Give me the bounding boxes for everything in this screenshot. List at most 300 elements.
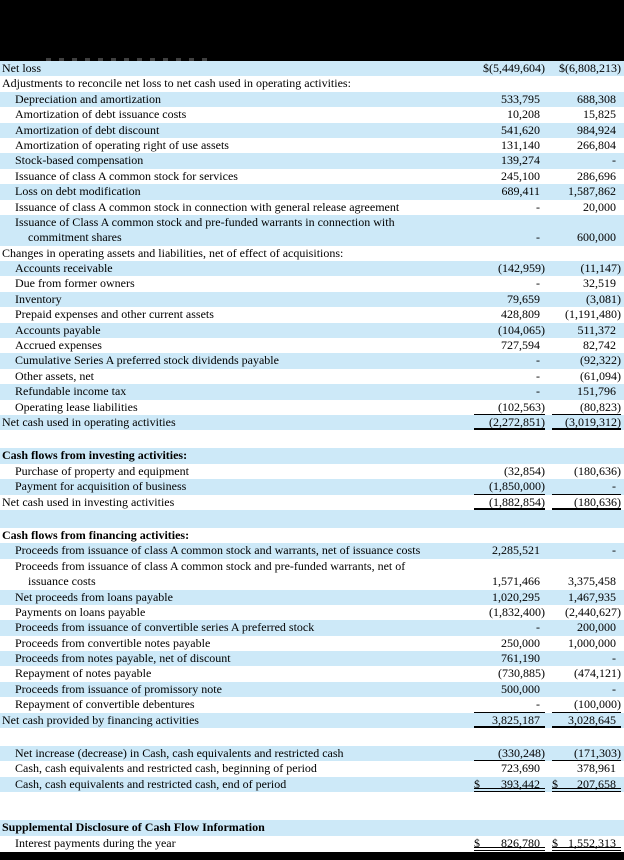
table-row	[0, 777, 624, 792]
table-row	[0, 746, 624, 761]
row-label-line1: Supplemental Disclosure of Cash Flow Information	[2, 820, 265, 835]
table-row	[0, 528, 624, 543]
value-col-1	[474, 605, 545, 620]
row-values	[474, 61, 621, 76]
table-row	[0, 123, 624, 138]
row-values	[474, 415, 621, 430]
row-values	[474, 123, 621, 138]
row-values	[474, 479, 621, 494]
row-label	[2, 836, 474, 851]
row-label	[2, 92, 474, 107]
amount-prior-year: (3,081)	[586, 291, 621, 306]
value-col-2	[552, 713, 621, 728]
value-col-1	[474, 276, 545, 291]
value-col-1	[474, 92, 545, 107]
table-row	[0, 713, 624, 728]
value-col-2	[552, 353, 621, 368]
row-label-line1: Prepaid expenses and other current assets	[15, 307, 214, 322]
value-col-1	[474, 76, 545, 91]
amount-current-year: 689,411	[501, 184, 540, 199]
amount-current-year: 139,274	[501, 153, 540, 168]
value-col-2	[552, 246, 621, 261]
table-row	[0, 636, 624, 651]
table-row	[0, 651, 624, 666]
row-label-line1: Cumulative Series A preferred stock dividends payable	[15, 353, 279, 368]
amount-current-year: -	[536, 353, 540, 368]
table-row	[0, 369, 624, 384]
row-label-line1: Payments on loans payable	[15, 604, 146, 619]
value-col-1	[474, 636, 545, 651]
amount-prior-year: (474,121)	[574, 666, 621, 681]
row-values	[474, 620, 621, 635]
row-label	[2, 61, 474, 76]
value-col-1	[474, 400, 545, 415]
row-label	[2, 682, 474, 697]
amount-prior-year: (11,147)	[580, 261, 621, 276]
table-row	[0, 415, 624, 430]
row-label	[2, 820, 474, 835]
row-label-line1: Proceeds from notes payable, net of discount	[15, 651, 231, 666]
row-label	[2, 184, 474, 199]
row-values	[474, 836, 621, 851]
row-label-line1: Changes in operating assets and liabilities, net of effect of acquisitions:	[2, 245, 344, 260]
row-label-line1: Stock-based compensation	[15, 153, 144, 168]
value-col-2	[552, 276, 621, 291]
value-col-1	[474, 353, 545, 368]
amount-prior-year: -	[612, 651, 616, 666]
value-col-1	[474, 682, 545, 697]
row-label-line1: Amortization of operating right of use assets	[15, 137, 229, 152]
currency-symbol: $	[474, 776, 480, 791]
amount-prior-year: 688,308	[577, 91, 616, 106]
amount-prior-year: (180,636)	[574, 463, 621, 478]
value-col-2	[552, 495, 621, 510]
amount-current-year: 79,659	[507, 291, 540, 306]
currency-symbol: $	[552, 835, 558, 850]
cropped-text-fragments	[46, 58, 214, 61]
row-values	[474, 276, 621, 291]
amount-current-year: (1,882,854)	[489, 494, 545, 509]
value-col-1	[474, 836, 545, 851]
value-col-2	[552, 400, 621, 415]
table-row	[0, 261, 624, 276]
row-label-line1: Repayment of notes payable	[15, 666, 152, 681]
row-label-line1: Purchase of property and equipment	[15, 463, 189, 478]
row-values	[474, 713, 621, 728]
row-values	[474, 92, 621, 107]
row-values	[474, 777, 621, 792]
row-label	[2, 153, 474, 168]
currency-symbol: $	[474, 835, 480, 850]
value-col-1	[474, 307, 545, 322]
value-col-2	[552, 92, 621, 107]
table-row	[0, 697, 624, 712]
amount-prior-year: 207,658	[577, 776, 616, 791]
value-col-1	[474, 184, 545, 199]
amount-prior-year: 1,552,313	[568, 835, 616, 850]
table-row	[0, 543, 624, 558]
row-values	[474, 574, 621, 589]
value-col-2	[552, 200, 621, 215]
row-label	[2, 559, 474, 590]
amount-prior-year: 600,000	[577, 230, 616, 245]
row-label	[2, 323, 474, 338]
row-values	[474, 384, 621, 399]
value-col-2	[552, 636, 621, 651]
row-values	[474, 590, 621, 605]
row-label	[2, 651, 474, 666]
table-row	[0, 682, 624, 697]
table-row	[0, 61, 624, 76]
value-col-2	[552, 820, 621, 835]
row-label-line1: Issuance of Class A common stock and pre-funded warrants in connection with	[15, 214, 395, 229]
amount-current-year: -	[536, 368, 540, 383]
spacer-row	[0, 510, 624, 528]
table-row	[0, 605, 624, 620]
amount-current-year: 393,442	[501, 776, 540, 791]
row-label-line1: Other assets, net	[15, 368, 94, 383]
value-col-1	[474, 528, 545, 543]
amount-current-year: (142,959)	[498, 261, 545, 276]
table-row	[0, 761, 624, 776]
amount-prior-year: 511,372	[577, 322, 616, 337]
amount-current-year: -	[536, 384, 540, 399]
row-label	[2, 76, 474, 91]
row-label	[2, 713, 474, 728]
value-col-2	[552, 184, 621, 199]
row-values	[474, 369, 621, 384]
table-row	[0, 200, 624, 215]
amount-current-year: 10,208	[507, 107, 540, 122]
row-label	[2, 200, 474, 215]
value-col-1	[474, 61, 545, 76]
amount-current-year: 723,690	[501, 761, 540, 776]
row-label-line1: Issuance of class A common stock for services	[15, 168, 238, 183]
value-col-1	[474, 666, 545, 681]
value-col-2	[552, 666, 621, 681]
amount-current-year: -	[536, 199, 540, 214]
amount-current-year: (730,885)	[498, 666, 545, 681]
amount-prior-year: 3,028,645	[568, 712, 616, 727]
table-row	[0, 384, 624, 399]
table-row	[0, 464, 624, 479]
row-values	[474, 169, 621, 184]
row-values	[474, 184, 621, 199]
row-label-line1: Due from former owners	[15, 276, 135, 291]
row-label-line1: Interest payments during the year	[15, 835, 176, 850]
value-col-1	[474, 761, 545, 776]
value-col-1	[474, 574, 545, 589]
table-row	[0, 590, 624, 605]
table-row	[0, 620, 624, 635]
row-label-line1: Proceeds from issuance of class A common stock and warrants, net of issuance costs	[15, 543, 421, 558]
amount-prior-year: (2,440,627)	[565, 604, 621, 619]
row-label	[2, 761, 474, 776]
amount-prior-year: 266,804	[577, 137, 616, 152]
table-row	[0, 448, 624, 463]
value-col-1	[474, 448, 545, 463]
row-label-line1: Net cash used in operating activities	[2, 415, 176, 429]
amount-prior-year: (3,019,312)	[565, 415, 621, 429]
table-row	[0, 92, 624, 107]
value-col-1	[474, 479, 545, 494]
row-label-line1: Cash, cash equivalents and restricted cash, beginning of period	[15, 761, 317, 776]
row-values	[474, 107, 621, 122]
amount-prior-year: (1,191,480)	[565, 307, 621, 322]
value-col-2	[552, 323, 621, 338]
row-values	[474, 400, 621, 415]
row-values	[474, 200, 621, 215]
value-col-2	[552, 777, 621, 792]
row-label	[2, 605, 474, 620]
row-label	[2, 448, 474, 463]
row-values	[474, 761, 621, 776]
amount-current-year: (102,563)	[498, 399, 545, 414]
value-col-1	[474, 651, 545, 666]
row-values	[474, 353, 621, 368]
row-values	[474, 682, 621, 697]
row-label	[2, 138, 474, 153]
row-values	[474, 543, 621, 558]
value-col-2	[552, 682, 621, 697]
row-label-line1: Cash, cash equivalents and restricted cash, end of period	[15, 776, 287, 791]
row-values	[474, 292, 621, 307]
value-col-1	[474, 415, 545, 430]
row-values	[474, 261, 621, 276]
table-row	[0, 820, 624, 835]
row-label	[2, 777, 474, 792]
amount-current-year: 541,620	[501, 122, 540, 137]
row-label-line1: Payment for acquisition of business	[15, 479, 187, 494]
row-label-line1: Repayment of convertible debentures	[15, 697, 195, 712]
amount-current-year: -	[536, 276, 540, 291]
amount-current-year: 727,594	[501, 338, 540, 353]
spacer-row	[0, 728, 624, 746]
row-label-line1: Refundable income tax	[15, 384, 127, 399]
amount-current-year: 250,000	[501, 635, 540, 650]
amount-current-year: 428,809	[501, 307, 540, 322]
amount-prior-year: -	[612, 681, 616, 696]
value-col-1	[474, 697, 545, 712]
row-label-line1: Proceeds from convertible notes payable	[15, 635, 211, 650]
row-values	[474, 666, 621, 681]
value-col-1	[474, 543, 545, 558]
row-label	[2, 123, 474, 138]
row-values	[474, 448, 621, 463]
value-col-1	[474, 713, 545, 728]
row-label	[2, 697, 474, 712]
value-col-2	[552, 338, 621, 353]
value-col-2	[552, 651, 621, 666]
value-col-2	[552, 230, 621, 245]
value-col-2	[552, 543, 621, 558]
table-row	[0, 292, 624, 307]
row-label-line2: issuance costs	[28, 574, 96, 589]
row-values	[474, 820, 621, 835]
row-label	[2, 261, 474, 276]
amount-prior-year: 286,696	[577, 168, 616, 183]
amount-current-year: (2,272,851)	[489, 415, 545, 429]
value-col-2	[552, 605, 621, 620]
table-row	[0, 323, 624, 338]
amount-prior-year: 1,000,000	[568, 635, 616, 650]
amount-prior-year: (171,303)	[574, 746, 621, 761]
amount-current-year: 500,000	[501, 681, 540, 696]
amount-prior-year: (180,636)	[574, 494, 621, 509]
value-col-2	[552, 153, 621, 168]
table-row	[0, 246, 624, 261]
value-col-1	[474, 261, 545, 276]
row-label-line1: Proceeds from issuance of class A common stock and pre-funded warrants, net of	[15, 558, 406, 573]
row-label-line1: Net cash used in investing activities	[2, 494, 175, 509]
row-label	[2, 353, 474, 368]
row-values	[474, 651, 621, 666]
table-row	[0, 338, 624, 353]
amount-current-year: 826,780	[501, 835, 540, 850]
row-label-line1: Net increase (decrease) in Cash, cash equivalents and restricted cash	[15, 746, 344, 761]
amount-current-year: (104,065)	[498, 322, 545, 337]
row-label	[2, 636, 474, 651]
amount-prior-year: (61,094)	[580, 368, 621, 383]
amount-prior-year: 3,375,458	[568, 574, 616, 589]
row-label-line1: Net cash provided by financing activities	[2, 712, 199, 727]
row-label	[2, 590, 474, 605]
amount-current-year: 3,825,187	[492, 712, 540, 727]
row-label-line1: Amortization of debt issuance costs	[15, 107, 187, 122]
amount-prior-year: 15,825	[583, 107, 616, 122]
row-label-line1: Proceeds from issuance of promissory note	[15, 681, 222, 696]
value-col-2	[552, 138, 621, 153]
value-col-1	[474, 590, 545, 605]
value-col-2	[552, 464, 621, 479]
row-label	[2, 369, 474, 384]
amount-prior-year: (100,000)	[574, 697, 621, 712]
amount-current-year: 1,020,295	[492, 589, 540, 604]
amount-prior-year: (80,823)	[580, 399, 621, 414]
amount-current-year: (330,248)	[498, 746, 545, 761]
row-label	[2, 746, 474, 761]
amount-current-year: -	[536, 230, 540, 245]
row-values	[474, 230, 621, 245]
row-label	[2, 384, 474, 399]
value-col-2	[552, 528, 621, 543]
amount-prior-year: 82,742	[583, 338, 616, 353]
row-label	[2, 215, 474, 246]
row-label	[2, 107, 474, 122]
value-col-1	[474, 746, 545, 761]
row-label-line1: Issuance of class A common stock in connection with general release agreement	[15, 199, 400, 214]
amount-prior-year: 1,587,862	[568, 184, 616, 199]
value-col-1	[474, 169, 545, 184]
amount-prior-year: 200,000	[577, 620, 616, 635]
value-col-1	[474, 495, 545, 510]
value-col-2	[552, 76, 621, 91]
row-label-line1: Net loss	[2, 61, 41, 75]
row-label-line1: Accrued expenses	[15, 338, 102, 353]
row-label	[2, 479, 474, 494]
row-label	[2, 543, 474, 558]
amount-current-year: 131,140	[501, 137, 540, 152]
value-col-1	[474, 246, 545, 261]
amount-prior-year: -	[612, 479, 616, 494]
value-col-1	[474, 107, 545, 122]
row-label-line1: Cash flows from investing activities:	[2, 448, 188, 463]
table-row	[0, 184, 624, 199]
table-row	[0, 353, 624, 368]
row-label-line1: Accounts receivable	[15, 261, 113, 276]
table-row	[0, 559, 624, 590]
row-label-line1: Proceeds from issuance of convertible series A preferred stock	[15, 620, 315, 635]
row-label-line1: Operating lease liabilities	[15, 399, 138, 414]
value-col-2	[552, 479, 621, 494]
amount-prior-year: 1,467,935	[568, 589, 616, 604]
amount-current-year: 761,190	[501, 651, 540, 666]
value-col-1	[474, 820, 545, 835]
table-row	[0, 138, 624, 153]
value-col-2	[552, 620, 621, 635]
value-col-1	[474, 338, 545, 353]
row-label	[2, 338, 474, 353]
value-col-2	[552, 448, 621, 463]
amount-prior-year: 151,796	[577, 384, 616, 399]
row-values	[474, 138, 621, 153]
amount-current-year: (32,854)	[504, 463, 545, 478]
row-label	[2, 292, 474, 307]
row-label-line1: Accounts payable	[15, 322, 101, 337]
row-label	[2, 169, 474, 184]
row-label	[2, 307, 474, 322]
value-col-1	[474, 153, 545, 168]
row-values	[474, 246, 621, 261]
value-col-2	[552, 384, 621, 399]
amount-prior-year: -	[612, 153, 616, 168]
amount-current-year: $(5,449,604)	[483, 61, 545, 75]
value-col-1	[474, 123, 545, 138]
amount-prior-year: 378,961	[577, 761, 616, 776]
value-col-1	[474, 292, 545, 307]
row-label-line1: Inventory	[15, 291, 62, 306]
amount-current-year: (1,850,000)	[489, 479, 545, 494]
row-label	[2, 415, 474, 430]
row-values	[474, 697, 621, 712]
value-col-1	[474, 777, 545, 792]
value-col-2	[552, 697, 621, 712]
amount-prior-year: (92,322)	[580, 353, 621, 368]
row-label	[2, 528, 474, 543]
value-col-2	[552, 574, 621, 589]
value-col-2	[552, 369, 621, 384]
value-col-1	[474, 369, 545, 384]
table-row	[0, 400, 624, 415]
value-col-2	[552, 746, 621, 761]
value-col-1	[474, 620, 545, 635]
row-label-line1: Net proceeds from loans payable	[15, 589, 173, 604]
value-col-2	[552, 415, 621, 430]
row-label-line1: Amortization of debt discount	[15, 122, 160, 137]
value-col-1	[474, 200, 545, 215]
value-col-2	[552, 107, 621, 122]
amount-prior-year: 984,924	[577, 122, 616, 137]
spacer-row	[0, 792, 624, 820]
value-col-1	[474, 384, 545, 399]
value-col-1	[474, 323, 545, 338]
row-values	[474, 495, 621, 510]
value-col-2	[552, 169, 621, 184]
row-label	[2, 400, 474, 415]
row-values	[474, 605, 621, 620]
row-values	[474, 76, 621, 91]
amount-prior-year: -	[612, 543, 616, 558]
